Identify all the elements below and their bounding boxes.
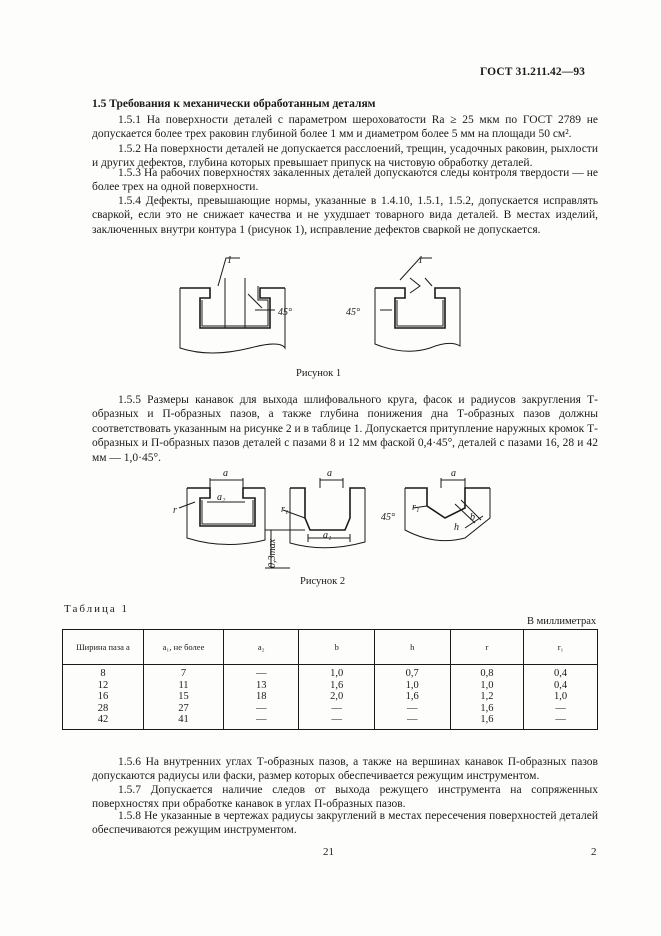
figure-1-label-1a: 1: [227, 255, 232, 266]
cell: 1,0: [450, 680, 524, 692]
figure-2-a-right: a: [451, 468, 456, 479]
figure-1-drawing: [170, 248, 490, 363]
section-title: 1.5 Требования к механически обработанным деталям: [92, 98, 376, 110]
cell: —: [524, 703, 598, 715]
figure-1-right-part: [375, 258, 460, 351]
figure-2-a-middle: a: [327, 468, 332, 479]
paragraph-1-5-5: 1.5.5 Размеры канавок для выхода шлифовального круга, фасок и радиусов закругления Т-образных и П-образных пазов, а также глубина понижения дна Т-образных пазов должны соответствовать указанным на рисунке 2 и в таблице 1. Допускается притупление наружных кромок Т-образных и П-образных пазов деталей с пазами 8 и 12 мм фаской 0,4·45°, деталей с пазами 16, 28 и 42 мм — 1,0·45°.: [92, 394, 598, 464]
figure-2-a1: a₁: [323, 530, 332, 541]
page-number-right: 2: [591, 846, 597, 858]
cell: 41: [143, 714, 223, 729]
cell: 18: [224, 691, 299, 703]
header-r: r: [450, 630, 524, 665]
figure-2-r: r: [173, 505, 177, 516]
cell: 1,0: [299, 665, 375, 680]
dimensions-table: [62, 629, 598, 730]
cell: —: [224, 703, 299, 715]
cell: —: [224, 714, 299, 729]
figure-2-a-left: a: [223, 468, 228, 479]
table-label: Таблица 1: [64, 603, 130, 615]
cell: 2,0: [299, 691, 375, 703]
table-row: [63, 680, 598, 692]
header-h: h: [374, 630, 450, 665]
paragraph-1-5-7: 1.5.7 Допускается наличие следов от выхода режущего инструмента на сопряженных поверхностях при обработке канавок в углах П-образных пазов.: [92, 784, 598, 811]
header-slot-width: Ширина паза a: [63, 630, 144, 665]
cell: 28: [63, 703, 144, 715]
figure-2-r1-right: r₁: [412, 502, 420, 513]
cell: 27: [143, 703, 223, 715]
figure-1-left-part: [180, 258, 285, 353]
table-units: В миллиметрах: [527, 616, 597, 627]
paragraph-1-5-1: 1.5.1 На поверхности деталей с параметром шероховатости Ra ≥ 25 мкм по ГОСТ 2789 не допускается более трех раковин глубиной более 1 мм и диаметром более 5 мм на площади 50 см².: [92, 114, 598, 141]
cell: 16: [63, 691, 144, 703]
figure-2-a2: a₂: [217, 492, 226, 503]
cell: 1,0: [374, 680, 450, 692]
cell: 1,2: [450, 691, 524, 703]
cell: 0,7: [374, 665, 450, 680]
cell: 11: [143, 680, 223, 692]
table-row: [63, 665, 598, 680]
figure-1-label-1b: 1: [418, 255, 423, 266]
figure-2-depth: 0,3max: [267, 538, 278, 568]
figure-2-angle: 45°: [381, 512, 395, 523]
page-number-center: 21: [323, 846, 334, 858]
cell: —: [374, 714, 450, 729]
figure-2-b: b: [470, 512, 475, 523]
table-row: [63, 703, 598, 715]
cell: —: [224, 665, 299, 680]
cell: 1,0: [524, 691, 598, 703]
cell: —: [374, 703, 450, 715]
paragraph-1-5-3: 1.5.3 На рабочих поверхностях закаленных деталей допускаются следы контроля твердости — не более трех на одной поверхности.: [92, 167, 598, 194]
figure-2-r1-middle: r₁: [281, 504, 289, 515]
header-a2: a₂: [224, 630, 299, 665]
header-b: b: [299, 630, 375, 665]
table-row: [63, 714, 598, 729]
cell: 1,6: [299, 680, 375, 692]
cell: 7: [143, 665, 223, 680]
cell: 12: [63, 680, 144, 692]
cell: 42: [63, 714, 144, 729]
cell: 1,6: [450, 703, 524, 715]
cell: 1,6: [374, 691, 450, 703]
header-a1: a₁, не более: [143, 630, 223, 665]
cell: 13: [224, 680, 299, 692]
paragraph-1-5-6: 1.5.6 На внутренних углах Т-образных пазов, а также на вершинах канавок П-образных пазов допускаются радиусы или фаски, размер которых обеспечивается режущим инструментом.: [92, 756, 598, 783]
header-r1: r₁: [524, 630, 598, 665]
cell: 1,6: [450, 714, 524, 729]
cell: 0,8: [450, 665, 524, 680]
figure-2-t-slot: [179, 478, 265, 545]
paragraph-1-5-2: 1.5.2 На поверхности деталей не допускается расслоений, трещин, усадочных раковин, рыхлости и других дефектов, глубина которых превышает припуск на чистовую обработку деталей.: [92, 143, 598, 170]
cell: 0,4: [524, 665, 598, 680]
figure-2-caption: Рисунок 2: [300, 576, 346, 587]
document-code: ГОСТ 31.211.42—93: [480, 66, 586, 78]
figure-2-drawing: [165, 468, 505, 578]
figure-1-angle-a: 45°: [278, 307, 292, 318]
figure-1-angle-b: 45°: [346, 307, 360, 318]
table-header-row: [63, 630, 598, 665]
figure-1-caption: Рисунок 1: [296, 368, 342, 379]
paragraph-1-5-8: 1.5.8 Не указанные в чертежах радиусы закруглений в местах пересечения поверхностей деталей обеспечиваются режущим инструментом.: [92, 810, 598, 837]
cell: 8: [63, 665, 144, 680]
table-row: [63, 691, 598, 703]
paragraph-1-5-4: 1.5.4 Дефекты, превышающие нормы, указанные в 1.4.10, 1.5.1, 1.5.2, допускается исправлять сваркой, если это не снижает качества и не ухудшает товарного вида деталей. В местах изделий, заключенных внутри контура 1 (рисунок 1), исправление дефектов сваркой не допускается.: [92, 195, 598, 236]
figure-2-h: h: [454, 522, 459, 533]
cell: 15: [143, 691, 223, 703]
cell: —: [299, 714, 375, 729]
cell: 0,4: [524, 680, 598, 692]
figure-2-pi-slot: [265, 478, 365, 568]
cell: —: [524, 714, 598, 729]
cell: —: [299, 703, 375, 715]
